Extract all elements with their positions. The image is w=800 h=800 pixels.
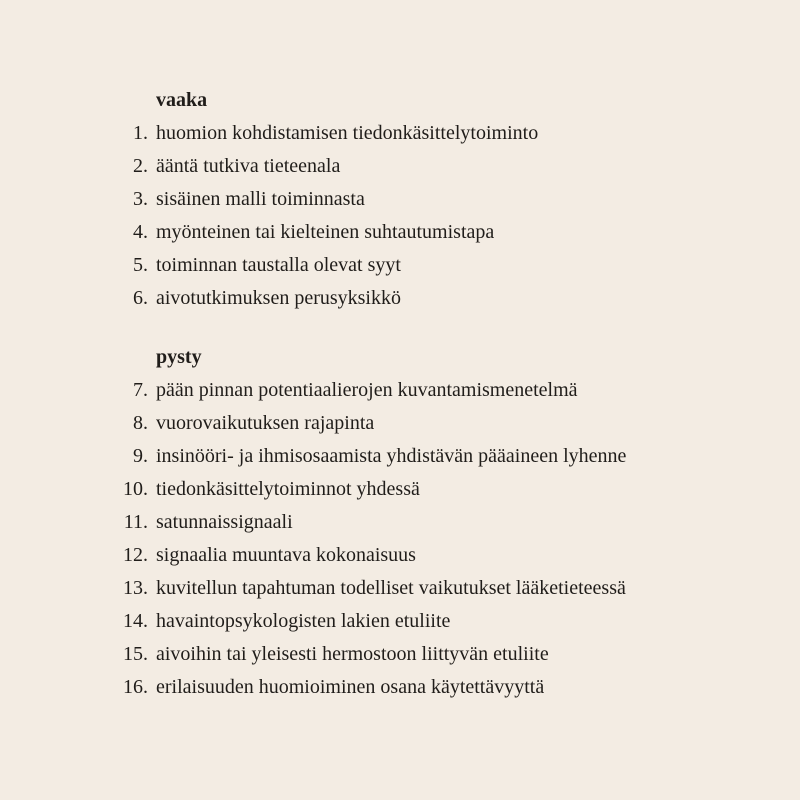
clue-text: kuvitellun tapahtuman todelliset vaikutukset lääketieteessä (156, 577, 626, 599)
list-item (110, 249, 740, 282)
clue-text: havaintopsykologisten lakien etuliite (156, 610, 451, 632)
clue-text: satunnaissignaali (156, 511, 293, 533)
clue-number: 5. (133, 254, 148, 276)
clue-text: toiminnan taustalla olevat syyt (156, 254, 401, 276)
clue-number: 9. (133, 445, 148, 467)
section-heading-across: vaaka (156, 89, 208, 111)
list-item (110, 183, 740, 216)
clue-text: vuorovaikutuksen rajapinta (156, 412, 375, 434)
list-item (110, 605, 740, 638)
clue-number: 7. (133, 379, 148, 401)
list-item (110, 671, 740, 704)
list-item (110, 216, 740, 249)
clue-number: 2. (133, 155, 148, 177)
section-down (110, 341, 740, 704)
clue-number: 16. (123, 676, 148, 698)
list-item (110, 473, 740, 506)
clue-text: insinööri- ja ihmisosaamista yhdistävän pääaineen lyhenne (156, 445, 627, 467)
section-heading-down: pysty (156, 346, 202, 368)
clue-number: 12. (123, 544, 148, 566)
clue-number: 15. (123, 643, 148, 665)
clue-text: ääntä tutkiva tieteenala (156, 155, 341, 177)
clue-text: huomion kohdistamisen tiedonkäsittelytoiminto (156, 122, 539, 144)
list-item (110, 407, 740, 440)
list-item (110, 572, 740, 605)
clue-number: 10. (123, 478, 148, 500)
list-item (110, 117, 740, 150)
clue-number: 8. (133, 412, 148, 434)
clue-text: myönteinen tai kielteinen suhtautumistapa (156, 221, 495, 243)
clue-number: 11. (123, 511, 148, 533)
list-item (110, 506, 740, 539)
list-item (110, 150, 740, 183)
clue-text: aivoihin tai yleisesti hermostoon liittyvän etuliite (156, 643, 549, 665)
section-across (110, 84, 740, 315)
clue-text: signaalia muuntava kokonaisuus (156, 544, 416, 566)
list-item (110, 539, 740, 572)
clue-number: 13. (123, 577, 148, 599)
clue-text: pään pinnan potentiaalierojen kuvantamismenetelmä (156, 379, 578, 401)
clue-text: sisäinen malli toiminnasta (156, 188, 365, 210)
clue-number: 6. (133, 287, 148, 309)
clue-text: erilaisuuden huomioiminen osana käytettävyyttä (156, 676, 545, 698)
clue-number: 3. (133, 188, 148, 210)
list-item (110, 282, 740, 315)
clue-text: tiedonkäsittelytoiminnot yhdessä (156, 478, 420, 500)
list-item (110, 374, 740, 407)
clue-number: 4. (133, 221, 148, 243)
clue-number: 1. (133, 122, 148, 144)
list-item (110, 440, 740, 473)
list-item (110, 638, 740, 671)
clue-number: 14. (123, 610, 148, 632)
clue-text: aivotutkimuksen perusyksikkö (156, 287, 401, 309)
